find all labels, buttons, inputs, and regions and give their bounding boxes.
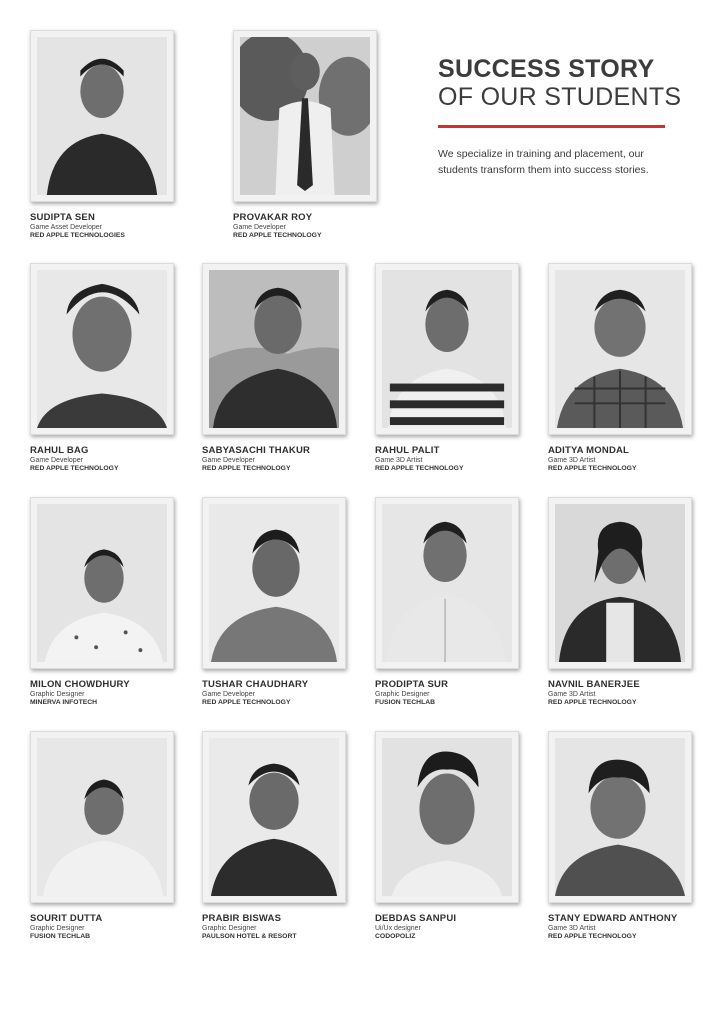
student-company: RED APPLE TECHNOLOGY [548,465,637,472]
student-name: PRABIR BISWAS [202,913,282,924]
student-company: RED APPLE TECHNOLOGY [233,232,322,239]
student-role: Game 3D Artist [548,691,596,698]
student-card [202,497,352,706]
page-title: SUCCESS STORY [438,55,655,83]
student-card [30,263,180,472]
student-name: STANY EDWARD ANTHONY [548,913,678,924]
student-photo [202,731,346,903]
student-role: Game Developer [202,691,255,698]
student-card [202,731,352,940]
student-photo [375,731,519,903]
student-photo [30,263,174,435]
student-role: Game Developer [202,457,255,464]
student-card [548,731,698,940]
student-company: MINERVA INFOTECH [30,699,98,706]
student-company: FUSION TECHLAB [375,699,436,706]
hero-description: We specialize in training and placement, our students transform them into success stories. [438,148,649,176]
student-card [375,263,525,472]
page-subtitle: OF OUR STUDENTS [438,83,682,111]
student-name: ADITYA MONDAL [548,445,630,456]
student-company: RED APPLE TECHNOLOGY [548,699,637,706]
student-card [375,731,525,940]
student-photo [30,30,174,202]
student-name: DEBDAS SANPUI [375,913,457,924]
student-photo [30,497,174,669]
student-role: Graphic Designer [202,925,257,932]
student-name: RAHUL BAG [30,445,89,456]
title-divider [438,125,665,128]
student-company: RED APPLE TECHNOLOGIES [30,232,125,239]
student-card [548,497,698,706]
student-role: Graphic Designer [375,691,430,698]
student-card [233,30,383,239]
student-card [375,497,525,706]
student-role: Game Asset Developer [30,224,102,231]
student-company: RED APPLE TECHNOLOGY [30,465,119,472]
student-name: SABYASACHI THAKUR [202,445,311,456]
student-role: Ui/Ux designer [375,925,421,932]
student-role: Game 3D Artist [548,925,596,932]
student-name: MILON CHOWDHURY [30,679,130,690]
student-photo [375,497,519,669]
student-photo [202,497,346,669]
student-card [202,263,352,472]
student-role: Game Developer [233,224,286,231]
student-company: RED APPLE TECHNOLOGY [375,465,464,472]
student-name: SOURIT DUTTA [30,913,103,924]
student-card [30,731,180,940]
student-name: TUSHAR CHAUDHARY [202,679,309,690]
student-company: PAULSON HOTEL & RESORT [202,933,297,940]
student-name: SUDIPTA SEN [30,212,96,223]
student-name: PROVAKAR ROY [233,212,313,223]
student-photo [548,263,692,435]
student-company: FUSION TECHLAB [30,933,91,940]
student-role: Graphic Designer [30,925,85,932]
student-photo [30,731,174,903]
student-photo [375,263,519,435]
student-company: CODOPOLIZ [375,933,416,940]
hero-section [438,55,698,178]
student-name: PRODIPTA SUR [375,679,449,690]
student-name: RAHUL PALIT [375,445,440,456]
student-company: RED APPLE TECHNOLOGY [202,699,291,706]
student-role: Graphic Designer [30,691,85,698]
student-photo [233,30,377,202]
student-name: NAVNIL BANERJEE [548,679,640,690]
student-role: Game Developer [30,457,83,464]
student-company: RED APPLE TECHNOLOGY [202,465,291,472]
student-photo [202,263,346,435]
student-role: Game 3D Artist [375,457,423,464]
student-photo [548,731,692,903]
student-role: Game 3D Artist [548,457,596,464]
student-card [30,30,180,239]
student-card [30,497,180,706]
student-company: RED APPLE TECHNOLOGY [548,933,637,940]
student-photo [548,497,692,669]
student-card [548,263,698,472]
